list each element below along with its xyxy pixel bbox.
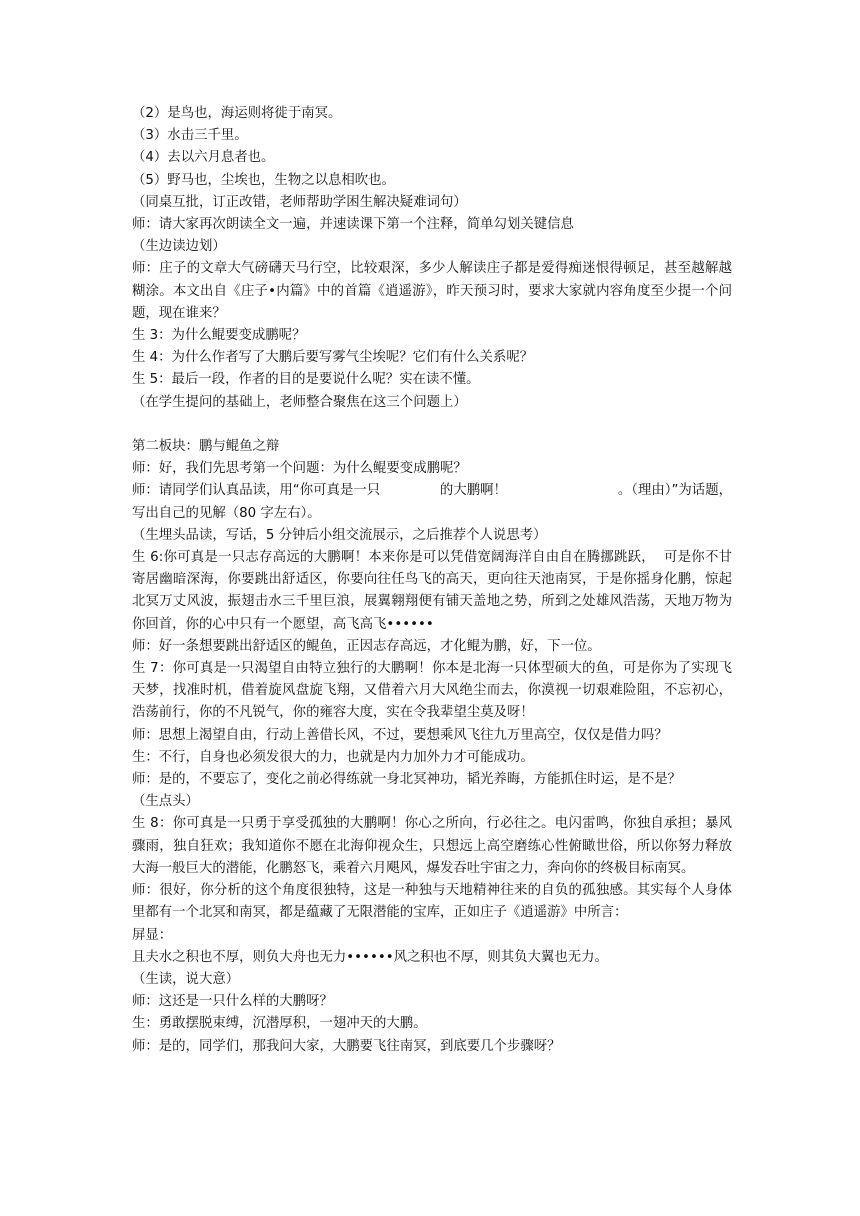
text-line: 生 3：为什么鲲要变成鹏呢？ (132, 328, 306, 344)
text-line: 生 5：最后一段，作者的目的是要说什么呢？实在读不懂。 (132, 372, 480, 388)
text-line: （生读，说大意） (132, 971, 240, 987)
text-line: （4）去以六月息者也。 (132, 150, 275, 166)
section-heading: 第二板块：鹏与鲲鱼之辩 (132, 439, 280, 455)
text-line: （在学生提问的基础上，老师整合聚焦在这三个问题上） (132, 394, 467, 410)
text-line: （生埋头品读，写话，5 分钟后小组交流展示，之后推荐个人说思考） (132, 527, 547, 543)
text-line: 师：请大家再次朗读全文一遍，并速读课下第一个注释，简单勾划关键信息 (132, 217, 574, 233)
text-line: （生点头） (132, 794, 199, 810)
text-line: 生：勇敢摆脱束缚，沉潜厚积，一翅冲天的大鹏。 (132, 1016, 427, 1032)
text-line: （3）水击三千里。 (132, 128, 248, 144)
text-line: （生边读边划） (132, 239, 226, 255)
text-line: 师：这还是一只什么样的大鹏呀？ (132, 994, 333, 1010)
paragraph: 生 6:你可真是一只志存高远的大鹏啊！本来你是可以凭借宽阔海洋自由自在腾挪跳跃， 可是你不甘寄居幽暗深海，你要跳出舒适区，你要向往任鸟飞的高天，更向往天池南冥，于是你摇身化鹏，惊起北冥万丈风波，振翅击水三千里巨浪，展翼翱翔便有铺天盖地之势，所到之处雄风浩荡，天地万物为你回首，你的心中只有一个愿望，高飞高飞•••••• (132, 550, 732, 632)
paragraph: 师：请同学们认真品读，用“你可真是一只 的大鹏啊！ 。（理由）”为话题，写出自己的见解（80 字左右）。 (132, 483, 732, 521)
text-line: 师：好一条想要跳出舒适区的鲲鱼，正因志存高远，才化鲲为鹏，好，下一位。 (132, 638, 601, 654)
text-line: 师：是的，不要忘了，变化之前必得练就一身北冥神功，韬光养晦，方能抓住时运，是不是？ (132, 772, 682, 788)
blank-line (132, 414, 732, 436)
text-line: （5）野马也，尘埃也，生物之以息相吹也。 (132, 172, 395, 188)
paragraph: 生 8：你可真是一只勇于享受孤独的大鹏啊！你心之所向，行必往之。电闪雷鸣，你独自承担；暴风骤雨，独自狂欢；我知道你不愿在北海仰视众生，只想远上高空磨练心性俯瞰世俗，所以你努力释放大海一般巨大的潜能，化鹏怒飞，乘着六月飓风，爆发吞吐宇宙之力，奔向你的终极目标南冥。 (132, 816, 732, 876)
paragraph: 生 7：你可真是一只渴望自由特立独行的大鹏啊！你本是北海一只体型硕大的鱼，可是你为了实现飞天梦，找准时机，借着旋风盘旋飞翔，又借着六月大风绝尘而去，你漠视一切艰难险阻，不忘初心，浩荡前行，你的不凡锐气，你的雍容大度，实在令我辈望尘莫及呀！ (132, 661, 732, 721)
text-line: 师：思想上渴望自由，行动上善借长风，不过，要想乘风飞往九万里高空，仅仅是借力吗？ (132, 727, 668, 743)
text-line: 屏显： (132, 927, 173, 943)
paragraph: 师：很好，你分析的这个角度很独特，这是一种独与天地精神往来的自负的孤独感。其实每个人身体里都有一个北冥和南冥，都是蕴藏了无限潜能的宝库，正如庄子《逍遥游》中所言： (132, 883, 732, 921)
text-line: （同桌互批，订正改错，老师帮助学困生解决疑难词句） (132, 194, 467, 210)
paragraph: 师：庄子的文章大气磅礴天马行空，比较艰深，多少人解读庄子都是爱得痴迷恨得顿足，甚至越解越糊涂。本文出自《庄子•内篇》中的首篇《逍遥游》，昨天预习时，要求大家就内容角度至少提一个问题，现在谁来？ (132, 261, 732, 321)
text-line: 生：不行，自身也必须发很大的力，也就是内力加外力才可能成功。 (132, 749, 534, 765)
text-line: 且夫水之积也不厚，则负大舟也无力••••••风之积也不厚，则其负大翼也无力。 (132, 949, 608, 965)
text-line: 生 4：为什么作者写了大鹏后要写雾气尘埃呢？它们有什么关系呢？ (132, 350, 534, 366)
text-line: 师：好，我们先思考第一个问题：为什么鲲要变成鹏呢？ (132, 461, 467, 477)
text-line: 师：是的，同学们，那我问大家，大鹏要飞往南冥，到底要几个步骤呀？ (132, 1038, 561, 1054)
lesson-transcript (132, 103, 732, 1058)
text-line: （2）是鸟也，海运则将徙于南冥。 (132, 106, 342, 121)
